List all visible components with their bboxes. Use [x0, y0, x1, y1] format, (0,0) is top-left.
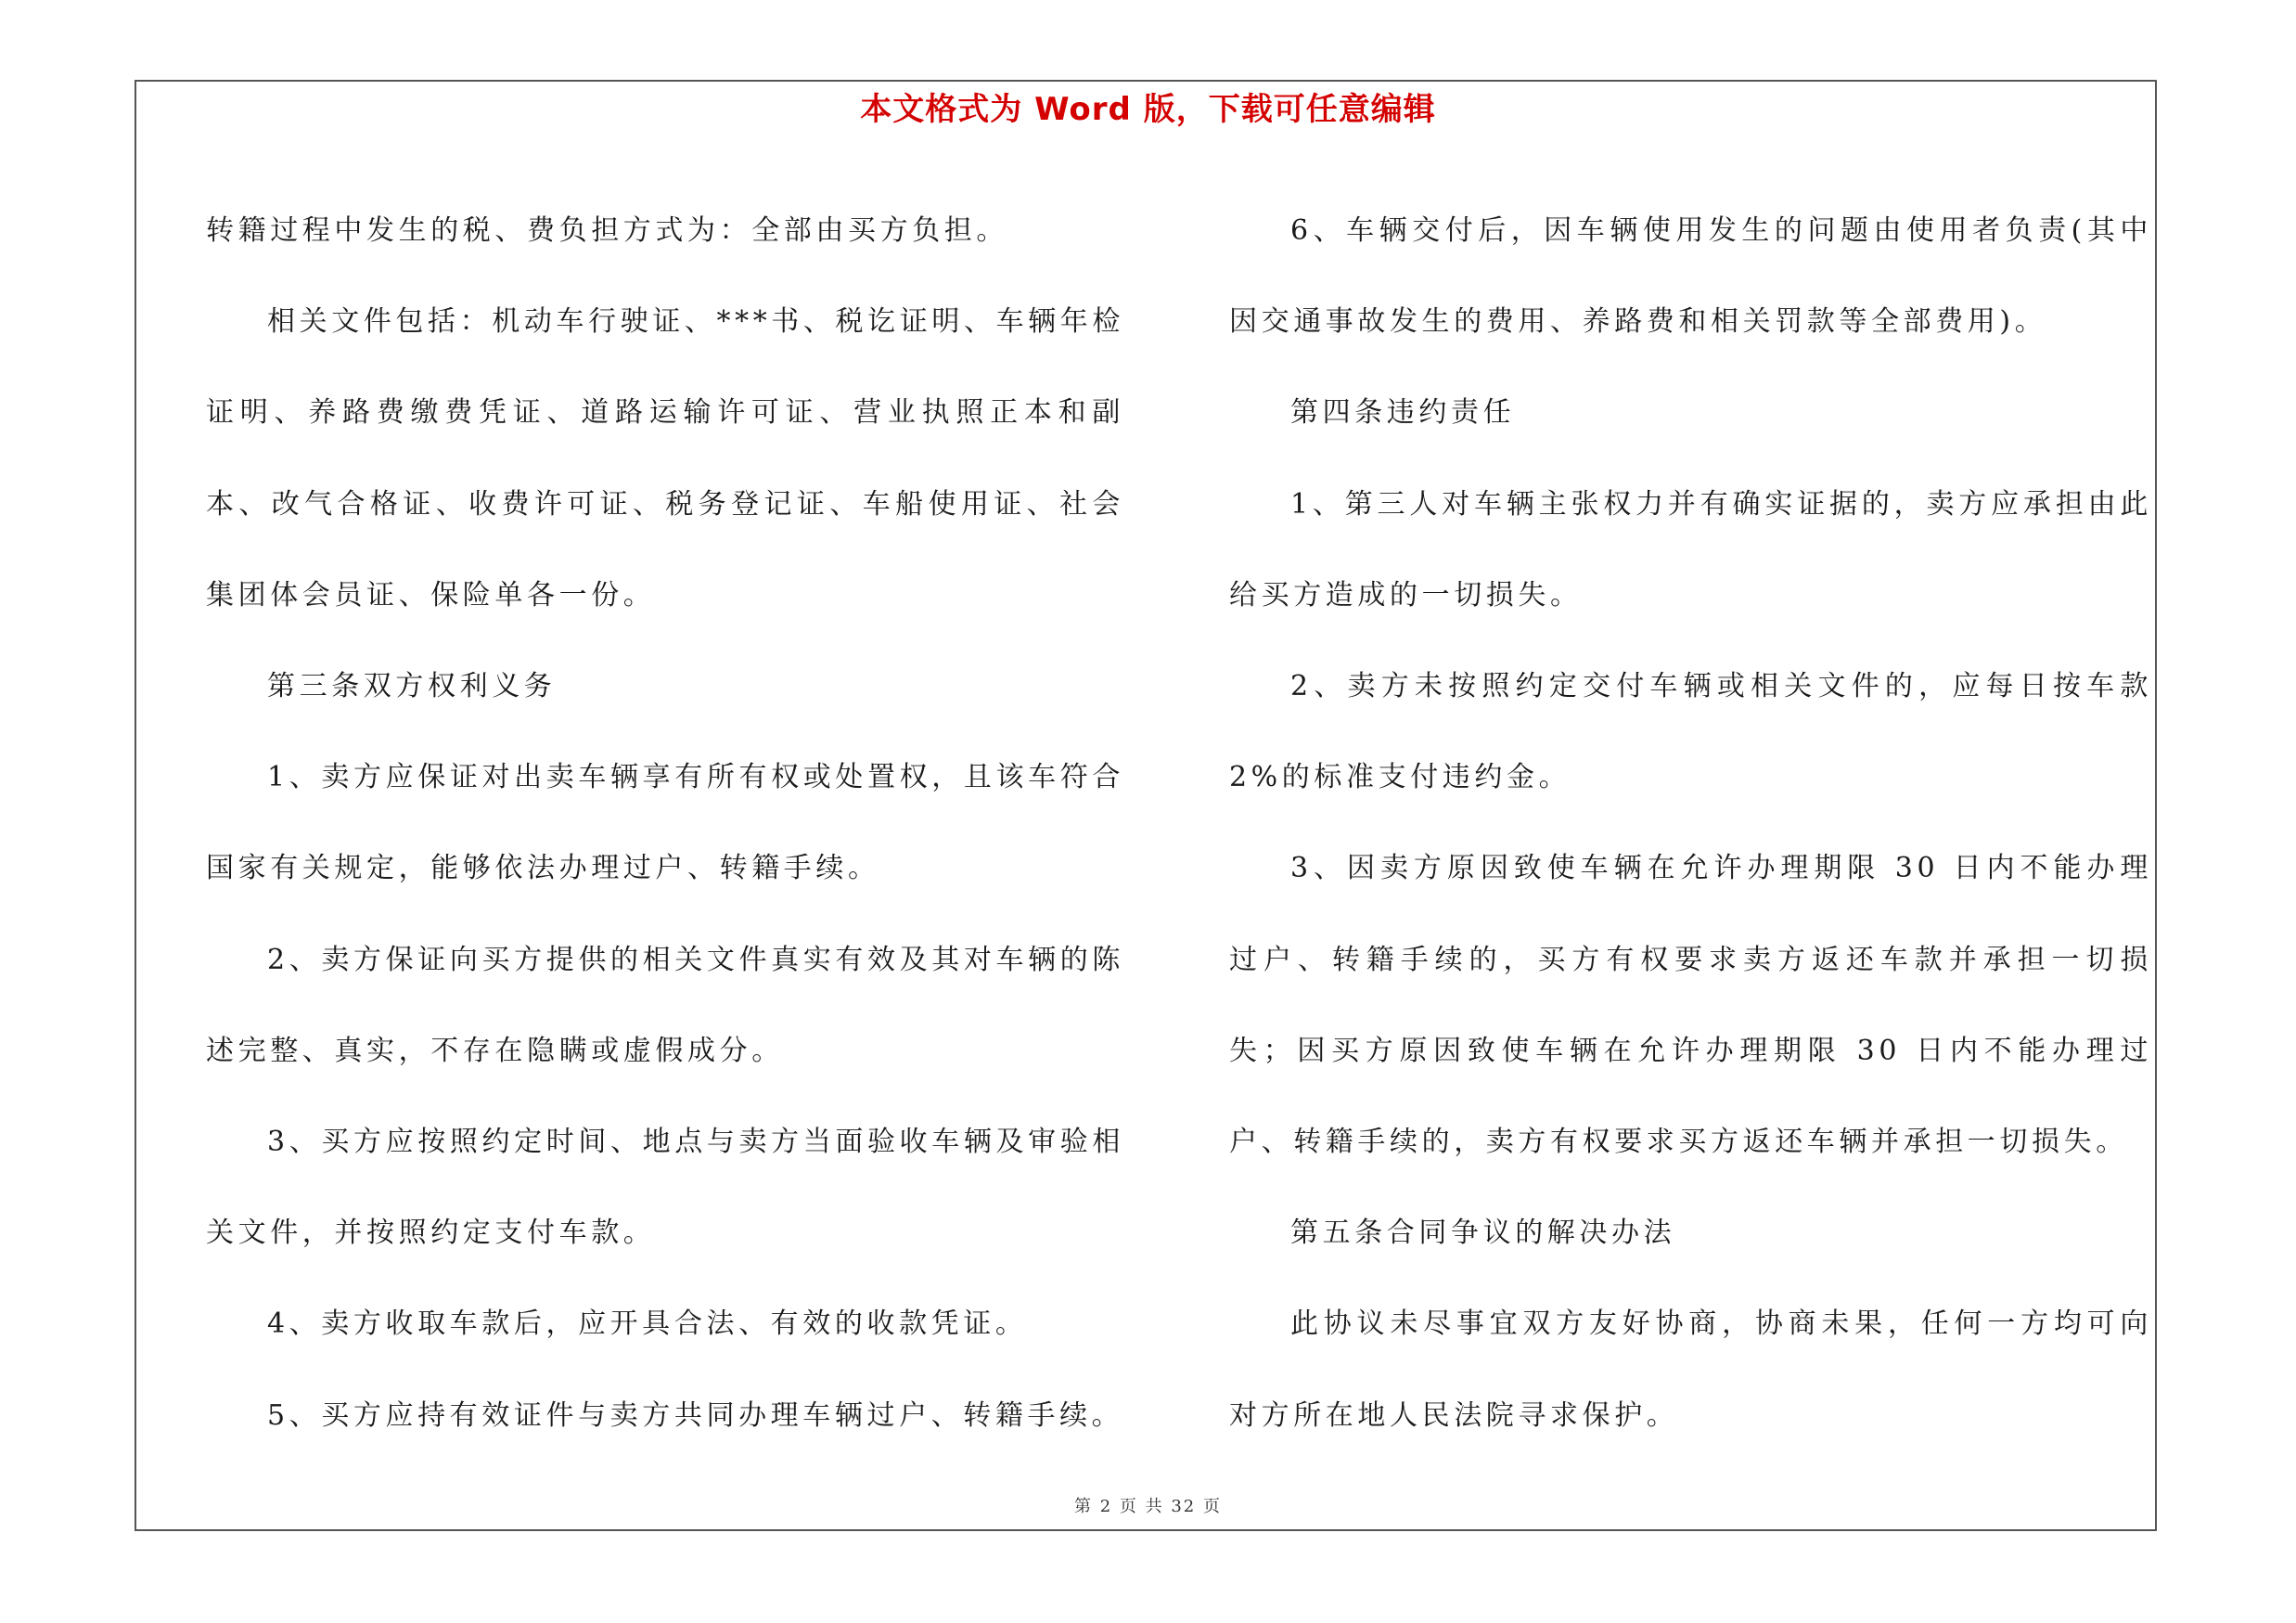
paragraph: 1、卖方应保证对出卖车辆享有所有权或处置权，且该车符合国家有关规定，能够依法办理过户、转籍手续。: [206, 761, 1124, 885]
paragraph: 转籍过程中发生的税、费负担方式为：全部由买方负担。: [206, 214, 1008, 247]
section-heading: 第四条违约责任: [1290, 396, 1516, 430]
paragraph: 6、车辆交付后，因车辆使用发生的问题由使用者负责(其中因交通事故发生的费用、养路费和相关罚款等全部费用)。: [1229, 214, 2152, 339]
paragraph: 3、因卖方原因致使车辆在允许办理期限 30 日内不能办理过户、转籍手续的，买方有权要求卖方返还车款并承担一切损失；因买方原因致使车辆在允许办理期限 30 日内不能办理过户、转籍手续的，卖方有权要求买方返还车辆并承担一切损失。: [1229, 852, 2152, 1159]
section-heading: 第五条合同争议的解决办法: [1290, 1217, 1676, 1250]
page-number: 第 2 页 共 32 页: [1074, 1497, 1222, 1516]
paragraph: 此协议未尽事宜双方友好协商，协商未果，任何一方均可向对方所在地人民法院寻求保护。: [1229, 1307, 2152, 1432]
editable-notice-banner: 本文格式为 Word 版，下载可任意编辑: [860, 91, 1436, 128]
paragraph: 2、卖方未按照约定交付车辆或相关文件的，应每日按车款 2%的标准支付违约金。: [1229, 670, 2152, 794]
left-column: [206, 186, 1124, 1462]
section-heading: 第三条双方权利义务: [267, 670, 557, 703]
paragraph: 5、买方应持有效证件与卖方共同办理车辆过户、转籍手续。: [267, 1398, 1124, 1432]
paragraph: 4、卖方收取车款后，应开具合法、有效的收款凭证。: [267, 1307, 1028, 1341]
paragraph: 相关文件包括：机动车行驶证、***书、税讫证明、车辆年检证明、养路费缴费凭证、道路运输许可证、营业执照正本和副本、改气合格证、收费许可证、税务登记证、车船使用证、社会集团体会员证、保险单各一份。: [206, 305, 1124, 612]
right-column: [1229, 186, 2152, 1462]
paragraph: 2、卖方保证向买方提供的相关文件真实有效及其对车辆的陈述完整、真实，不存在隐瞒或虚假成分。: [206, 943, 1124, 1067]
paragraph: 3、买方应按照约定时间、地点与卖方当面验收车辆及审验相关文件，并按照约定支付车款。: [206, 1126, 1124, 1250]
paragraph: 1、第三人对车辆主张权力并有确实证据的，卖方应承担由此给买方造成的一切损失。: [1229, 487, 2152, 612]
